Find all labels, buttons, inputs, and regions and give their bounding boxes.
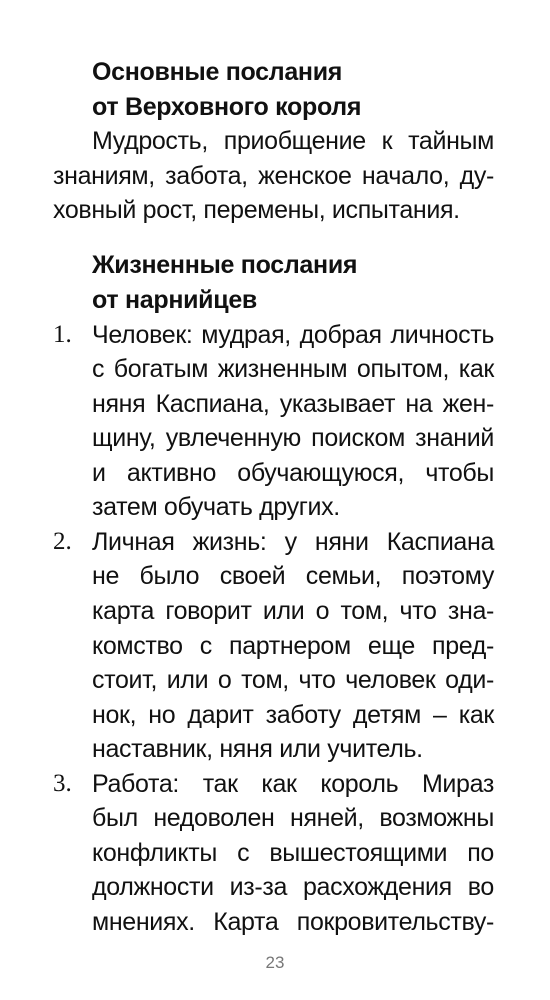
list-item-line: затем обучать других. <box>92 493 340 522</box>
list-item-number: 1. <box>53 320 72 348</box>
list-item-line: стоит, или о том, что человек оди- <box>92 666 494 695</box>
list-item-line: конфликты с вышестоящими по <box>92 838 494 867</box>
list-item-line: Человек: мудрая, добрая личность <box>92 320 494 349</box>
section-heading-line: от нарнийцев <box>92 285 257 314</box>
list-item-line: Личная жизнь: у няни Каспиана <box>92 527 494 556</box>
list-item-number: 2. <box>53 527 72 555</box>
page-number: 23 <box>265 953 285 972</box>
paragraph-line: ховный рост, перемены, испытания. <box>53 196 460 225</box>
section-heading-line: от Верховного короля <box>92 92 362 121</box>
list-item-line: и активно обучающуюся, чтобы <box>92 458 494 487</box>
list-item-line: с богатым жизненным опытом, как <box>92 355 494 383</box>
list-item-line: наставник, няня или учитель. <box>92 735 423 764</box>
list-item-number: 3. <box>53 769 72 797</box>
section-heading-line: Жизненные послания <box>92 251 358 280</box>
list-item-line: няня Каспиана, указывает на жен- <box>92 389 494 418</box>
list-item-line: щину, увлеченную поиском знаний <box>92 424 494 453</box>
list-item-line: Работа: так как король Мираз <box>92 769 494 798</box>
list-item-line: карта говорит или о том, что зна- <box>92 597 494 625</box>
paragraph-line: Мудрость, приобщение к тайным <box>92 127 494 156</box>
list-item-line: был недоволен няней, возможны <box>92 804 494 833</box>
list-item-line: должности из-за расхождения во <box>92 873 494 902</box>
section-heading-line: Основные послания <box>92 58 343 86</box>
list-item-line: нок, но дарит заботу детям – как <box>92 700 494 729</box>
list-item-line: не было своей семьи, поэтому <box>92 562 494 591</box>
list-item-line: комство с партнером еще пред- <box>92 631 494 660</box>
list-item-line: мнениях. Карта покровительству- <box>92 908 494 936</box>
paragraph-line: знаниям, забота, женское начало, ду- <box>53 161 494 190</box>
